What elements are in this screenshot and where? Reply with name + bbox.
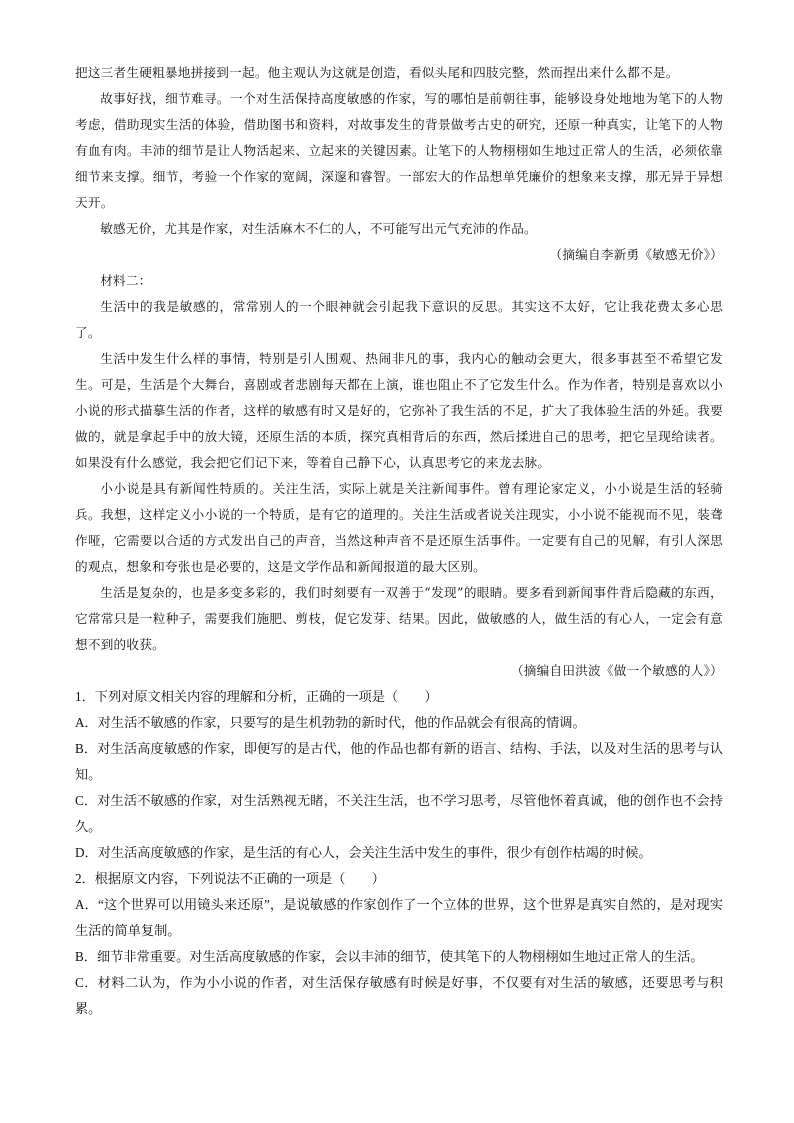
passage-paragraph: 生活是复杂的，也是多变多彩的，我们时刻要有一双善于“发现”的眼睛。要多看到新闻事件背后隐藏的东西，它常常只是一粒种子，需要我们施肥、剪枝，促它发芽、结果。因此，做敏感的人，做生活的有心人，一定会有意想不到的收获。 <box>75 585 723 652</box>
passage-paragraph: 故事好找，细节难寻。一个对生活保持高度敏感的作家，写的哪怕是前朝往事，能够设身处地地为笔下的人物考虑，借助现实生活的体验，借助图书和资料，对故事发生的背景做考古史的研究，还原一种真实，让笔下的人物有血有肉。丰沛的细节是让人物活起来、立起来的关键因素。让笔下的人物栩栩如生地过正常人的生活，必须依靠细节来支撑。细节，考验一个作家的宽阔，深邃和睿智。一部宏大的作品想单凭廉价的想象来支撑，那无异于异想天开。 <box>75 91 723 210</box>
option-d: D．对生活高度敏感的作家，是生活的有心人，会关注生活中发生的事件，很少有创作枯竭的时候。 <box>75 845 652 860</box>
document-page <box>75 60 723 1022</box>
passage-source: （摘编自田洪波《做一个敏感的人》） <box>510 663 723 678</box>
passage-one <box>75 60 723 268</box>
passage-two <box>75 268 723 684</box>
passage-paragraph: 生活中的我是敏感的，常常别人的一个眼神就会引起我下意识的反思。其实这不太好，它让我花费太多心思了。 <box>75 299 723 340</box>
material-heading: 材料二： <box>100 273 152 288</box>
option-c: C．对生活不敏感的作家，对生活熟视无睹，不关注生活，也不学习思考，尽管他怀着真诚，他的创作也不会持久。 <box>75 793 723 834</box>
option-b: B．细节非常重要。对生活高度敏感的作家，会以丰沛的细节，使其笔下的人物栩栩如生地过正常人的生活。 <box>75 949 704 964</box>
question-two <box>75 866 723 1022</box>
option-a: A．对生活不敏感的作家，只要写的是生机勃勃的新时代，他的作品就会有很高的情调。 <box>75 715 586 730</box>
question-stem: 2．根据原文内容，下列说法不正确的一项是（ ） <box>75 871 385 886</box>
option-c: C．材料二认为，作为小小说的作者，对生活保存敏感有时候是好事，不仅要有对生活的敏感，还要思考与积累。 <box>75 975 723 1016</box>
option-a: A．“这个世界可以用镜头来还原”，是说敏感的作家创作了一个立体的世界，这个世界是真实自然的，是对现实生活的简单复制。 <box>75 897 723 938</box>
passage-paragraph: 生活中发生什么样的事情，特别是引人围观、热闹非凡的事，我内心的触动会更大，很多事甚至不希望它发生。可是，生活是个大舞台，喜剧或者悲剧每天都在上演，谁也阻止不了它发生什么。作为作者，特别是喜欢以小小说的形式描摹生活的作者，这样的敏感有时又是好的，它弥补了我生活的不足，扩大了我体验生活的外延。我要做的，就是拿起手中的放大镜，还原生活的本质，探究真相背后的东西，然后揉进自己的思考，把它呈现给读者。如果没有什么感觉，我会把它们记下来，等着自己静下心，认真思考它的来龙去脉。 <box>75 351 723 470</box>
option-b: B．对生活高度敏感的作家，即便写的是古代，他的作品也都有新的语言、结构、手法，以及对生活的思考与认知。 <box>75 741 723 782</box>
question-stem: 1．下列对原文相关内容的理解和分析，正确的一项是（ ） <box>75 689 438 704</box>
passage-paragraph: 敏感无价，尤其是作家，对生活麻木不仁的人，不可能写出元气充沛的作品。 <box>100 221 537 236</box>
passage-source: （摘编自李新勇《敏感无价》） <box>549 247 723 262</box>
question-one <box>75 684 723 866</box>
passage-paragraph: 小小说是具有新闻性特质的。关注生活，实际上就是关注新闻事件。曾有理论家定义，小小说是生活的轻骑兵。我想，这样定义小小说的一个特质，是有它的道理的。关注生活或者说关注现实，小小说不能视而不见，装聋作哑，它需要以合适的方式发出自己的声音，当然这种声音不是还原生活事件。一定要有自己的见解，有引人深思的观点，想象和夸张也是必要的，这是文学作品和新闻报道的最大区别。 <box>75 481 723 574</box>
passage-paragraph: 把这三者生硬粗暴地拼接到一起。他主观认为这就是创造，看似头尾和四肢完整，然而捏出来什么都不是。 <box>75 65 679 80</box>
